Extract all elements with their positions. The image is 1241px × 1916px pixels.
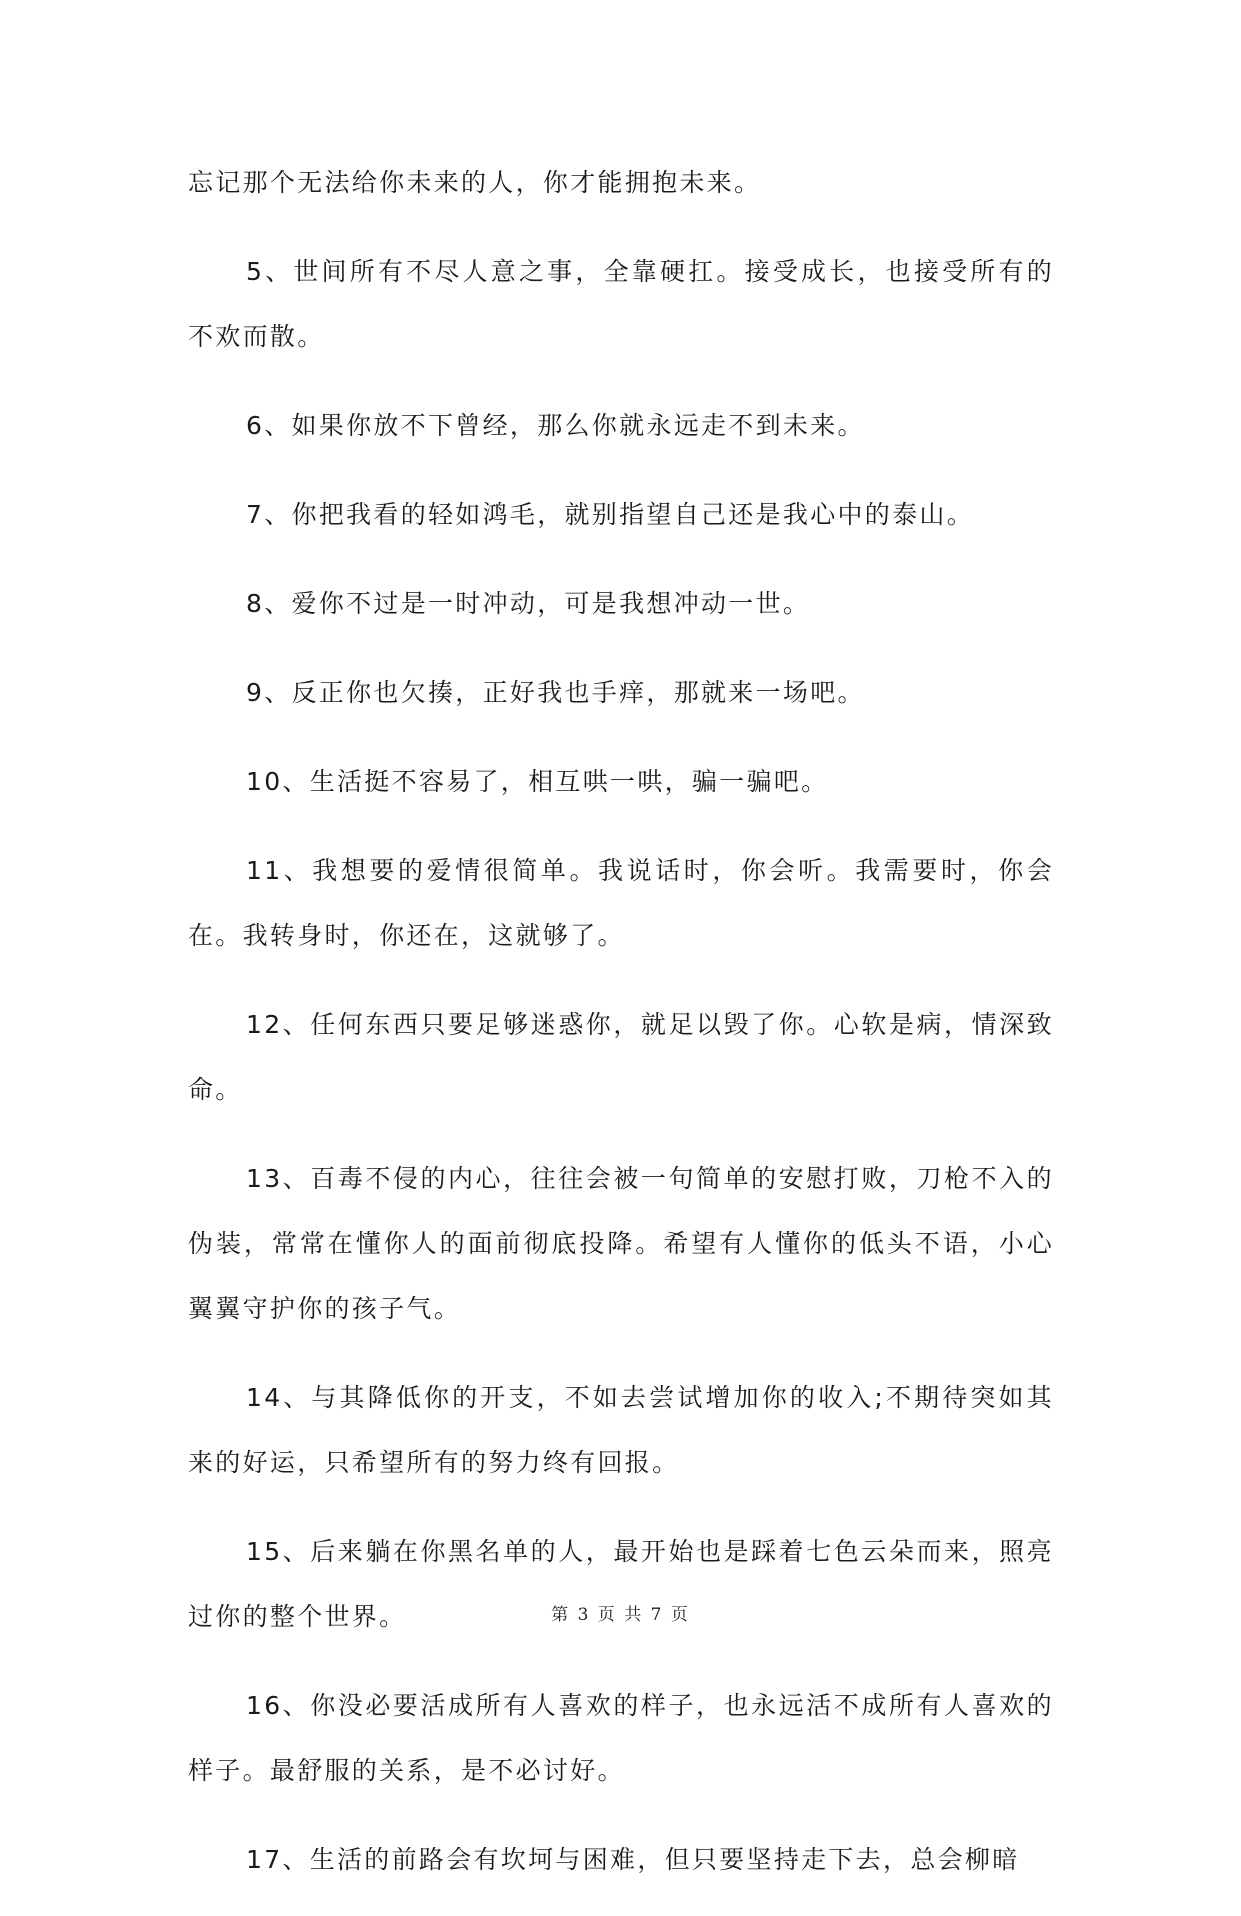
list-item: 8、爱你不过是一时冲动，可是我想冲动一世。 [246, 589, 811, 618]
list-item: 9、反正你也欠揍，正好我也手痒，那就来一场吧。 [246, 678, 865, 707]
document-body [188, 150, 1054, 1916]
page-footer: 第 3 页 共 7 页 [551, 1605, 690, 1625]
list-item: 5、世间所有不尽人意之事，全靠硬扛。接受成长，也接受所有的不欢而散。 [188, 257, 1054, 351]
list-item: 16、你没必要活成所有人喜欢的样子，也永远活不成所有人喜欢的样子。最舒服的关系，是不必讨好。 [188, 1691, 1054, 1785]
continuation-paragraph: 忘记那个无法给你未来的人，你才能拥抱未来。 [188, 168, 762, 197]
list-item: 17、生活的前路会有坎坷与困难，但只要坚持走下去，总会柳暗 [246, 1845, 1020, 1874]
list-item: 15、后来躺在你黑名单的人，最开始也是踩着七色云朵而来，照亮过你的整个世界。 [188, 1537, 1054, 1631]
list-item: 14、与其降低你的开支，不如去尝试增加你的收入;不期待突如其来的好运，只希望所有的努力终有回报。 [188, 1383, 1054, 1477]
list-item: 6、如果你放不下曾经，那么你就永远走不到未来。 [246, 411, 865, 440]
list-item: 10、生活挺不容易了，相互哄一哄，骗一骗吧。 [246, 767, 829, 796]
list-item: 12、任何东西只要足够迷惑你，就足以毁了你。心软是病，情深致命。 [188, 1010, 1054, 1104]
list-item: 11、我想要的爱情很简单。我说话时，你会听。我需要时，你会在。我转身时，你还在，这就够了。 [188, 856, 1054, 950]
list-item: 7、你把我看的轻如鸿毛，就别指望自己还是我心中的泰山。 [246, 500, 975, 529]
list-item: 13、百毒不侵的内心，往往会被一句简单的安慰打败，刀枪不入的伪装，常常在懂你人的面前彻底投降。希望有人懂你的低头不语，小心翼翼守护你的孩子气。 [188, 1164, 1054, 1323]
